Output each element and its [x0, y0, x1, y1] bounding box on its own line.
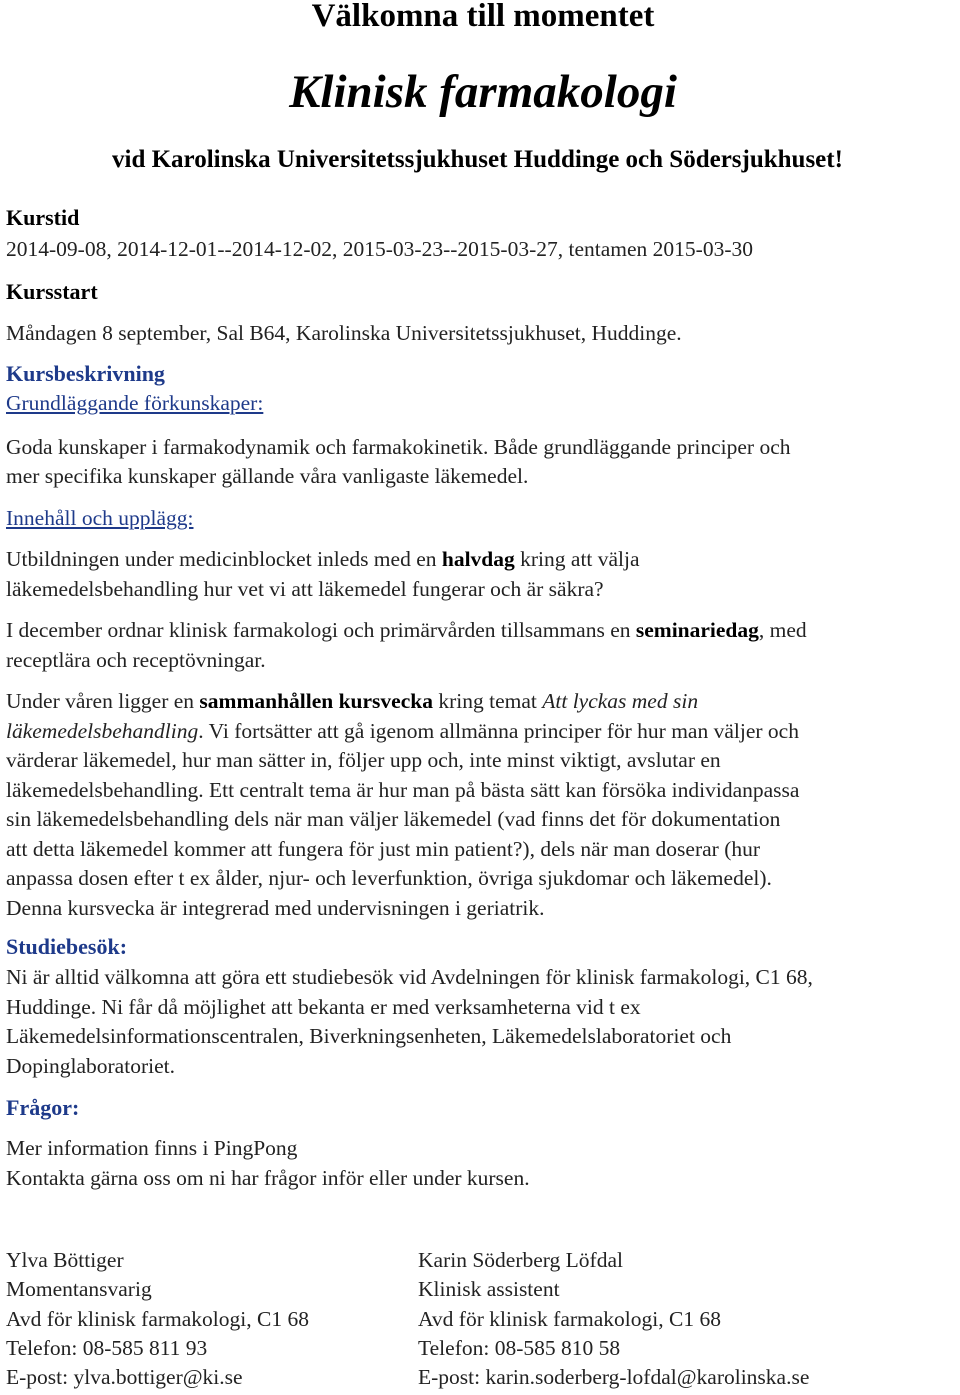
p2-bold: seminariedag — [635, 618, 759, 642]
kursstart-label: Kursstart — [6, 279, 98, 304]
p1-bold: halvdag — [441, 547, 515, 571]
welcome-heading: Välkomna till momentet — [311, 0, 655, 34]
studiebesok-line-3: Läkemedelsinformationscentralen, Biverkningsenheten, Läkemedelslaboratoriet och — [6, 1024, 732, 1048]
studiebesok-line-4: Dopinglaboratoriet. — [6, 1053, 175, 1078]
content-label: Innehåll och upplägg: — [6, 506, 194, 530]
p3-line-3: värderar läkemedel, hur man sätter in, följer upp och, inte minst viktigt, avslutar en — [6, 748, 721, 772]
fragor-line-1: Mer information finns i PingPong — [6, 1136, 298, 1160]
p3-line-8: Denna kursvecka är integrerad med undervisningen i geriatrik. — [6, 895, 545, 920]
p3-line-6: att detta läkemedel kommer att fungera för just min patient?), dels när man doserar (hur — [6, 836, 761, 861]
p2-text: I december ordnar klinisk farmakologi och primärvården tillsammans en — [6, 618, 636, 642]
studiebesok-line-2: Huddinge. Ni får då möjlighet att bekanta er med verksamheterna vid t ex — [6, 994, 641, 1019]
kursstart-text: Måndagen 8 september, Sal B64, Karolinska Universitetssjukhuset, Huddinge. — [6, 321, 682, 345]
p1-text-end: kring att välja — [514, 547, 640, 571]
p3-line-5: sin läkemedelsbehandling dels när man väljer läkemedel (vad finns det för dokumentation — [6, 807, 781, 831]
prereq-line-2: mer specifika kunskaper gällande våra vanligaste läkemedel. — [6, 464, 529, 488]
paragraph-kursvecka — [6, 687, 958, 923]
course-subtitle: vid Karolinska Universitetssjukhuset Huddinge och Södersjukhuset! — [112, 146, 843, 173]
p3-text: Under våren ligger en — [6, 689, 200, 713]
contact-email: E-post: karin.soderberg-lofdal@karolinska.se — [418, 1365, 810, 1390]
paragraph-seminariedag — [6, 616, 958, 675]
contact-name: Karin Söderberg Löfdal — [418, 1248, 623, 1272]
paragraph-fragor — [6, 1134, 958, 1193]
prereq-text: Goda kunskaper i farmakodynamik och farmakokinetik. — [6, 435, 489, 459]
studiebesok-label: Studiebesök: — [6, 934, 128, 959]
contact-email: E-post: ylva.bottiger@ki.se — [6, 1365, 243, 1390]
studiebesok-line-1: Ni är alltid välkomna att göra ett studiebesök vid Avdelningen för klinisk farmakologi, C1 68, — [6, 965, 813, 989]
fragor-label: Frågor: — [6, 1095, 80, 1120]
p2-line-2: receptlära och receptövningar. — [6, 647, 266, 672]
contact-phone: Telefon: 08-585 811 93 — [6, 1335, 208, 1360]
contact-dept: Avd för klinisk farmakologi, C1 68 — [6, 1306, 309, 1331]
p3-italic-2: läkemedelsbehandling — [6, 718, 199, 743]
contact-dept: Avd för klinisk farmakologi, C1 68 — [418, 1306, 721, 1331]
p3-italic-1: Att lyckas med sin — [542, 689, 699, 713]
kurstid-dates: 2014-09-08, 2014-12-01--2014-12-02, 2015-03-23--2015-03-27, tentamen 2015-03-30 — [6, 237, 753, 261]
p1-text: Utbildningen under medicinblocket inleds med en — [6, 547, 442, 571]
p1-line-2: läkemedelsbehandling hur vet vi att läkemedel fungerar och är säkra? — [6, 576, 604, 601]
prereq-label: Grundläggande förkunskaper: — [6, 391, 264, 415]
p3-text-cont: . Vi fortsätter att gå igenom allmänna principer för hur man väljer och — [198, 718, 799, 743]
p2-text-end: , med — [758, 618, 807, 642]
prereq-line-1 — [6, 433, 791, 462]
paragraph-halvdag — [6, 545, 958, 604]
p3-line-7: anpassa dosen efter t ex ålder, njur- och leverfunktion, övriga sjukdomar och läkemedel). — [6, 866, 772, 890]
contact-role: Klinisk assistent — [418, 1277, 560, 1302]
kursbeskrivning-label: Kursbeskrivning — [6, 361, 165, 386]
contact-name: Ylva Böttiger — [6, 1248, 124, 1272]
course-title: Klinisk farmakologi — [289, 66, 677, 118]
fragor-line-2: Kontakta gärna oss om ni har frågor inför eller under kursen. — [6, 1165, 530, 1190]
p3-line-4: läkemedelsbehandling. Ett centralt tema är hur man på bästa sätt kan försöka individanpassa — [6, 777, 800, 802]
paragraph-studiebesok — [6, 963, 958, 1081]
p3-text-mid: kring temat — [432, 689, 543, 713]
contact-card — [6, 1246, 309, 1392]
kurstid-label: Kurstid — [6, 205, 80, 230]
prereq-text-cont: Både grundläggande principer och — [488, 435, 791, 459]
contact-card — [418, 1246, 809, 1392]
p3-bold: sammanhållen kursvecka — [199, 689, 433, 713]
contact-role: Momentansvarig — [6, 1277, 152, 1302]
contact-phone: Telefon: 08-585 810 58 — [418, 1335, 621, 1360]
